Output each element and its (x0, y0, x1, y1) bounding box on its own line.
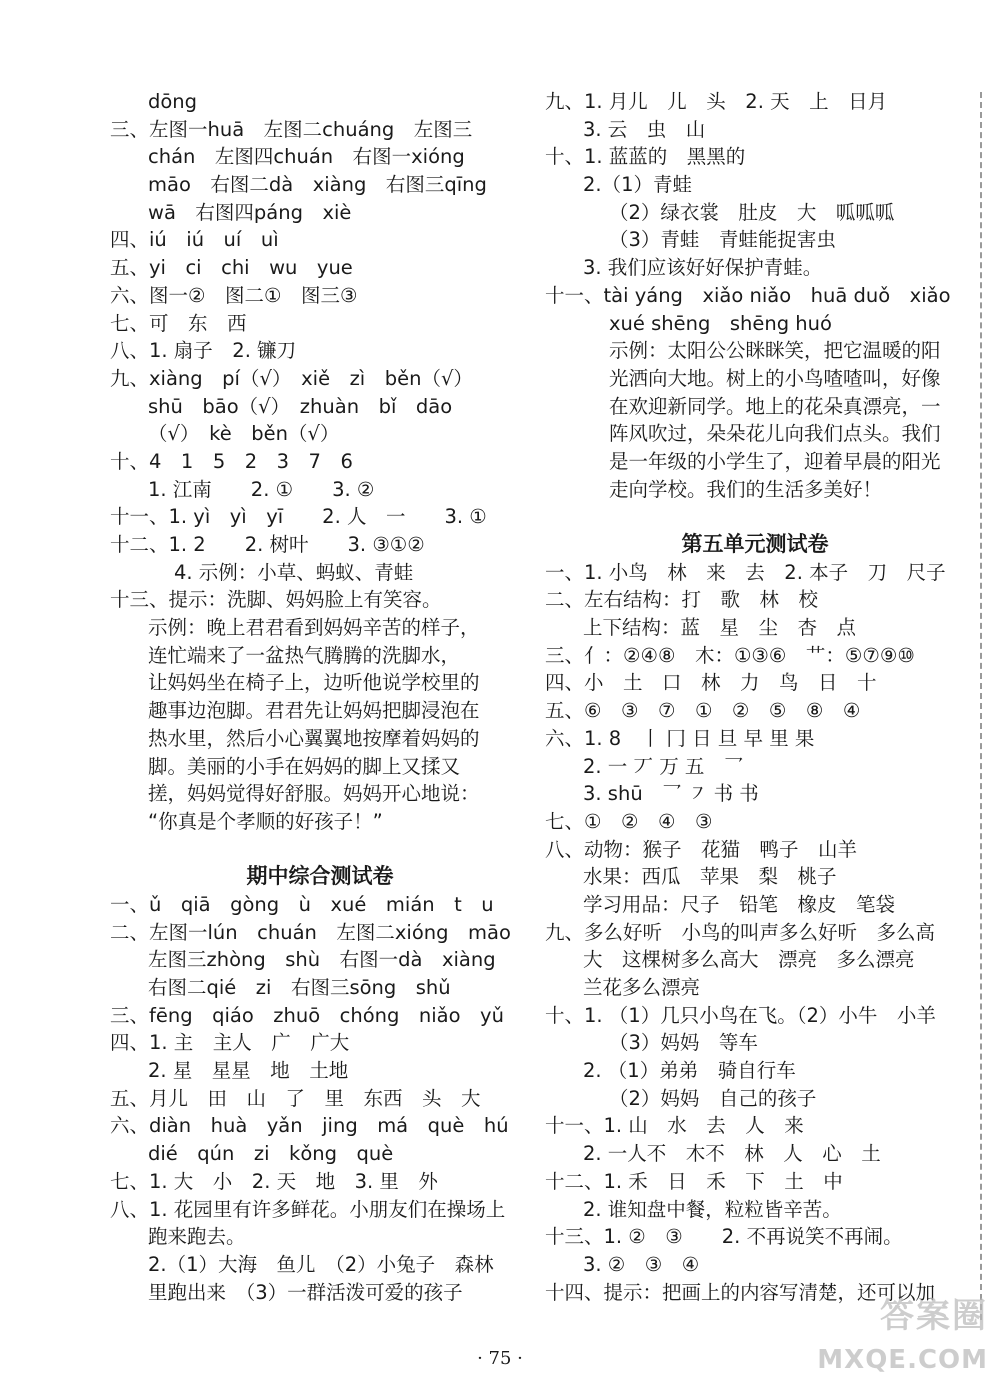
answer-line: 在欢迎新同学。地上的花朵真漂亮，一 (609, 394, 941, 418)
answer-line: 十一、1. 山 水 去 人 来 (545, 1114, 804, 1138)
watermark-logo (808, 1292, 988, 1396)
answer-line: xué shēng shēng huó (609, 311, 832, 335)
answer-line: 十、1. （1）几只小鸟在飞。（2）小牛 小羊 (545, 1003, 936, 1027)
answer-line: 四、1. 主 主人 广 广大 (110, 1031, 350, 1055)
answer-line: 阵风吹过，朵朵花儿向我们点头。我们 (609, 422, 941, 446)
answer-line: 3. ② ③ ④ (583, 1252, 700, 1276)
answer-line: 十、4 1 5 2 3 7 6 (110, 449, 353, 473)
answer-line: 1. 江南 2. ① 3. ② (148, 477, 375, 501)
answer-line: 热水里，然后小心翼翼地按摩着妈妈的 (148, 726, 480, 750)
answer-line: （2）绿衣裳 肚皮 大 呱呱呱 (609, 200, 895, 224)
answer-line: 3. 我们应该好好保护青蛙。 (583, 256, 823, 280)
answer-line: 十二、1. 禾 日 禾 下 土 中 (545, 1169, 843, 1193)
answer-line: （3）青蛙 青蛙能捉害虫 (609, 228, 836, 252)
watermark-logo-text: 答案圈 (880, 1296, 988, 1336)
answer-line: 十一、tài yáng xiǎo niǎo huā duǒ xiǎo (545, 283, 951, 307)
answer-line: 十一、1. yì yì yī 2. 人 一 3. ① (110, 505, 487, 529)
answer-line: 2. 谁知盘中餐，粒粒皆辛苦。 (583, 1197, 842, 1221)
answer-line: 2.（1）大海 鱼儿 （2）小兔子 森林 (148, 1252, 494, 1276)
answer-line: 跑来跑去。 (148, 1225, 246, 1249)
answer-line: 兰花多么漂亮 (583, 976, 701, 999)
answer-line: 五、⑥ ③ ⑦ ① ② ⑤ ⑧ ④ (545, 699, 861, 723)
answer-line: 2. （1）弟弟 骑自行车 (583, 1059, 796, 1083)
spacer (545, 503, 965, 531)
answer-line: 五、yi ci chi wu yue (110, 256, 353, 280)
answer-line: 学习用品：尺子 铅笔 橡皮 笔袋 (583, 892, 896, 916)
answer-line: 八、1. 扇子 2. 镰刀 (110, 339, 297, 363)
answer-line: 十四、提示：把画上的内容写清楚，还可以加 (545, 1280, 936, 1304)
spacer (110, 836, 530, 864)
answer-line: 2.（1）青蛙 (583, 173, 693, 197)
answer-line: 趣事边泡脚。君君先让妈妈把脚浸泡在 (148, 699, 480, 723)
answer-line: （√） kè běn（√） (148, 422, 340, 446)
answer-line: 走向学校。我们的生活多美好！ (609, 477, 883, 501)
answer-line: 是一年级的小学生了，迎着早晨的阳光 (609, 449, 941, 473)
answer-line: dié qún zi kǒng què (148, 1142, 394, 1166)
answer-line: 上下结构：蓝 星 尘 杏 点 (583, 616, 857, 640)
answer-line: 八、动物：猴子 花猫 鸭子 山羊 (545, 837, 858, 861)
answer-line: 三、fēng qiáo zhuō chóng niǎo yǔ (110, 1003, 504, 1027)
answer-line: 右图二qié zi 右图三sōng shǔ (148, 976, 451, 999)
answer-line: 3. 云 虫 山 (583, 117, 706, 141)
answer-line: 二、左图一lún chuán 左图二xióng māo (110, 920, 511, 944)
answer-line: 十、1. 蓝蓝的 黑黑的 (545, 145, 746, 169)
answer-line: 水果：西瓜 苹果 梨 桃子 (583, 865, 837, 889)
answer-line: 三、亻：②④⑧ 木：①③⑥ 艹：⑤⑦⑨⑩ (545, 643, 915, 667)
answer-line: 六、diàn huà yǎn jing má què hú (110, 1114, 509, 1138)
answer-line: 六、图一② 图二① 图三③ (110, 283, 358, 307)
answer-line: 2. 星 星星 地 土地 (148, 1059, 349, 1083)
answer-line: 连忙端来了一盆热气腾腾的洗脚水， (148, 643, 461, 667)
answer-line: 九、xiàng pí（√） xiě zì běn（√） (110, 366, 473, 390)
answer-line: 3. shū 乛 ㇇ 书 书 (583, 782, 759, 806)
answer-line: 一、1. 小鸟 林 来 去 2. 本子 刀 尺子 (545, 560, 946, 584)
answer-line: （3）妈妈 等车 (609, 1031, 758, 1055)
answer-line: 七、可 东 西 (110, 311, 247, 335)
answer-line: 十二、1. 2 2. 树叶 3. ③①② (110, 533, 425, 556)
column-cut-line (980, 92, 982, 1320)
answer-line: wā 右图四páng xiè (148, 200, 352, 224)
answer-line: 2. 一人不 木不 林 人 心 土 (583, 1142, 881, 1166)
answer-line: māo 右图二dà xiàng 右图三qīng (148, 173, 487, 197)
page-number: · 75 · (477, 1348, 523, 1369)
answer-line: 光洒向大地。树上的小鸟喳喳叫，好像 (609, 366, 941, 390)
answer-line: 四、iú iú uí uì (110, 228, 279, 252)
answer-line: 八、1. 花园里有许多鲜花。小朋友们在操场上 (110, 1197, 506, 1221)
answer-line: 一、ǔ qiā gòng ù xué mián t u (110, 892, 494, 916)
answer-line: chán 左图四chuán 右图一xióng (148, 145, 465, 169)
answer-line: 2. 一 丆 万 五 乛 (583, 754, 744, 778)
answer-line: 九、多么好听 小鸟的叫声多么好听 多么高 (545, 920, 936, 944)
answer-line: 四、小 土 口 林 力 鸟 日 十 (545, 671, 877, 695)
answer-line: 让妈妈坐在椅子上，边听他说学校里的 (148, 671, 480, 695)
answer-line: 左图三zhòng shù 右图一dà xiàng (148, 948, 496, 972)
answer-line: 七、① ② ④ ③ (545, 809, 713, 833)
answer-line: 示例：太阳公公眯眯笑，把它温暖的阳 (609, 339, 941, 363)
answer-line: “你真是个孝顺的好孩子！” (148, 809, 383, 833)
answer-line: 十三、提示：洗脚、妈妈脸上有笑容。 (110, 588, 442, 612)
answer-line: （2）妈妈 自己的孩子 (609, 1086, 817, 1110)
watermark-site-text: MXQE.COM (817, 1345, 988, 1375)
answer-line: dōng (148, 90, 198, 113)
right-column (545, 88, 965, 1306)
answer-line: 九、1. 月儿 儿 头 2. 天 上 日月 (545, 90, 888, 113)
section-heading: 期中综合测试卷 (246, 864, 394, 889)
answer-line: 示例：晚上君君看到妈妈辛苦的样子， (148, 616, 480, 640)
answer-line: 大 这棵树多么高大 漂亮 多么漂亮 (583, 948, 915, 972)
left-column (110, 88, 530, 1306)
answer-line: 三、左图一huā 左图二chuáng 左图三 (110, 117, 473, 141)
answer-line: 六、1. 8 丨 冂 日 旦 早 里 果 (545, 726, 815, 750)
section-heading: 第五单元测试卷 (681, 532, 829, 556)
answer-line: shū bāo（√） zhuàn bǐ dāo (148, 394, 453, 418)
answer-line: 十三、1. ② ③ 2. 不再说笑不再闹。 (545, 1225, 903, 1249)
answer-line: 五、月儿 田 山 了 里 东西 头 大 (110, 1086, 481, 1110)
answer-line: 七、1. 大 小 2. 天 地 3. 里 外 (110, 1169, 438, 1193)
answer-line: 里跑出来 （3）一群活泼可爱的孩子 (148, 1280, 463, 1304)
answer-line: 二、左右结构：打 歌 林 校 (545, 588, 819, 612)
answer-line: 脚。美丽的小手在妈妈的脚上又揉又 (148, 754, 461, 778)
answer-line: 4. 示例：小草、蚂蚁、青蛙 (174, 560, 414, 584)
answer-line: 搓，妈妈觉得好舒服。妈妈开心地说： (148, 782, 480, 806)
